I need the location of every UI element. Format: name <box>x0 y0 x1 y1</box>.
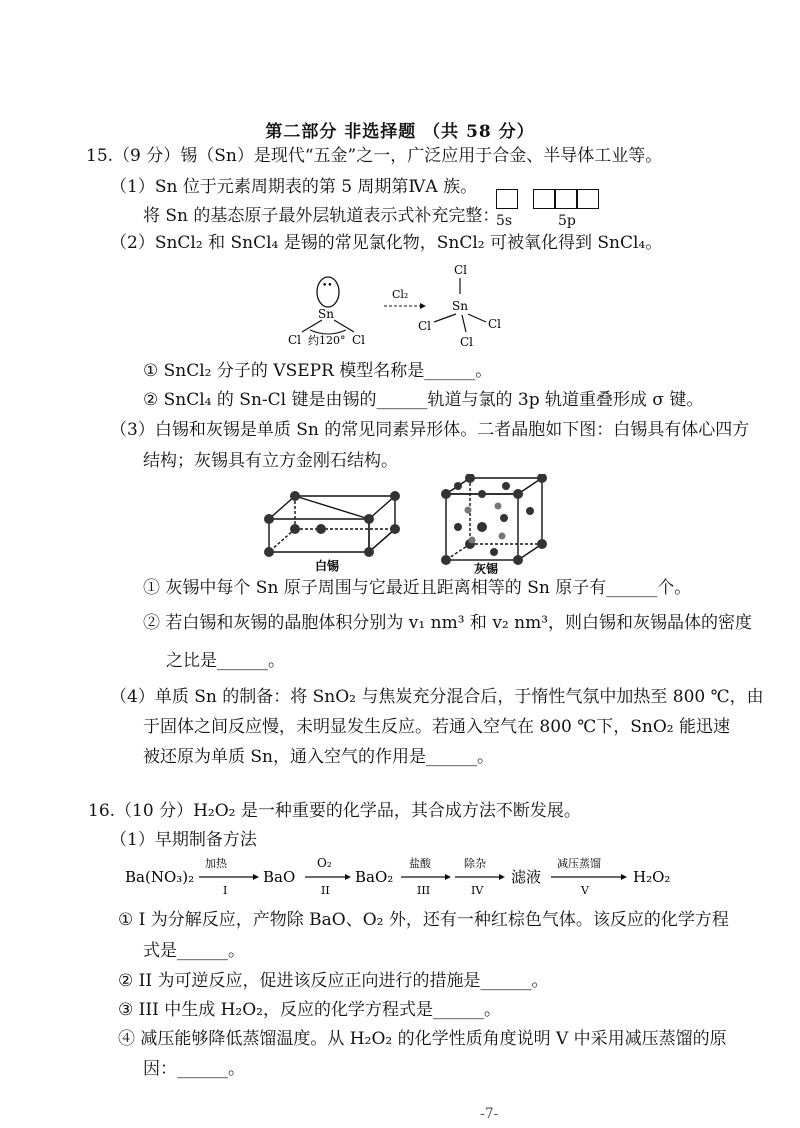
grey-tin-cell-figure <box>438 474 558 574</box>
q15-part3-b: 结构；灰锡具有立方金刚石结构。 <box>143 451 398 471</box>
q15-part1-b: 将 Sn 的基态原子最外层轨道表示式补充完整： <box>143 206 500 226</box>
grey-tin-label: 灰锡 <box>474 562 499 574</box>
orbital-box-5s <box>496 189 518 209</box>
arrow5-bottom: V <box>581 884 589 897</box>
q15-part3-item2-b: 之比是______。 <box>166 651 285 671</box>
q16-stem: 16.（10 分）H₂O₂ 是一种重要的化学品，其合成方法不断发展。 <box>88 801 581 821</box>
q15-part2-item2: ② SnCl₄ 的 Sn-Cl 键是由锡的______轨道与氯的 3p 轨道重叠形成 σ 键。 <box>143 390 704 410</box>
orbital-box-5p-3 <box>577 189 599 209</box>
arrow2-top: O₂ <box>317 856 332 870</box>
sncl4-cl-left: Cl <box>418 319 432 333</box>
page-number: -7- <box>480 1106 499 1122</box>
sncl4-cl-top: Cl <box>454 263 468 277</box>
section-title: 第二部分 非选择题 （共 58 分） <box>265 122 535 142</box>
sncl2-cl-right: Cl <box>352 333 366 347</box>
scheme-bao: BaO <box>263 868 296 886</box>
white-tin-cell-figure <box>255 484 405 574</box>
q16-item2: ② II 为可逆反应，促进该反应正向进行的措施是______。 <box>118 971 549 991</box>
white-tin-label: 白锡 <box>315 559 340 573</box>
arrow-reagent-cl2: Cl₂ <box>392 288 409 301</box>
sncl2-sn-label: Sn <box>318 307 334 321</box>
q16-part1: （1）早期制备方法 <box>110 830 257 850</box>
orbital-label-5s: 5s <box>496 213 513 229</box>
orbital-box-5p-1 <box>533 189 555 209</box>
q15-part4-c: 被还原为单质 Sn，通入空气的作用是______。 <box>143 747 494 767</box>
lone-pair-dots: •• <box>322 281 333 291</box>
q16-item1-b: 式是______。 <box>143 941 245 961</box>
q15-part3-item1: ① 灰锡中每个 Sn 原子周围与它最近且距离相等的 Sn 原子有______个。 <box>143 578 692 598</box>
arrow5-top: 减压蒸馏 <box>557 857 601 870</box>
arrow3-top: 盐酸 <box>409 857 431 870</box>
q16-item4-b: 因：______。 <box>143 1059 245 1079</box>
q15-part3-item2: ② 若白锡和灰锡的晶胞体积分别为 v₁ nm³ 和 v₂ nm³，则白锡和灰锡晶体的密度 <box>143 613 753 633</box>
angle-label: 约120° <box>308 334 346 347</box>
arrow4-top: 除杂 <box>464 857 486 870</box>
q15-part2-item1: ① SnCl₂ 分子的 VSEPR 模型名称是______。 <box>143 361 493 381</box>
q16-item3: ③ III 中生成 H₂O₂，反应的化学方程式是______。 <box>118 1000 501 1020</box>
sncl4-sn-label: Sn <box>452 299 468 313</box>
scheme-bao2: BaO₂ <box>355 868 394 886</box>
sncl2-cl-left: Cl <box>288 333 302 347</box>
orbital-box-5p-2 <box>555 189 577 209</box>
sncl-reaction-figure <box>280 258 540 350</box>
q15-part4-b: 于固体之间反应慢，未明显发生反应。若通入空气在 800 ℃下，SnO₂ 能迅速 <box>143 717 731 737</box>
scheme-h2o2: H₂O₂ <box>633 868 671 886</box>
sncl4-cl-right: Cl <box>488 317 502 331</box>
arrow1-bottom: I <box>223 884 228 897</box>
q15-stem: 15.（9 分）锡（Sn）是现代“五金”之一，广泛应用于合金、半导体工业等。 <box>86 146 663 166</box>
q15-part2: （2）SnCl₂ 和 SnCl₄ 是锡的常见氯化物，SnCl₂ 可被氧化得到 SnCl₄。 <box>110 233 663 253</box>
orbital-label-5p: 5p <box>558 213 576 229</box>
q16-item1-a: ① I 为分解反应，产物除 BaO、O₂ 外，还有一种红棕色气体。该反应的化学方程 <box>118 910 729 930</box>
h2o2-scheme <box>125 852 685 898</box>
arrow1-top: 加热 <box>205 857 227 870</box>
arrow3-bottom: III <box>417 884 431 897</box>
q15-part4-a: （4）单质 Sn 的制备：将 SnO₂ 与焦炭充分混合后，于惰性气氛中加热至 800 ℃，由 <box>110 687 764 707</box>
q15-part1-a: （1）Sn 位于元素周期表的第 5 周期第ⅣA 族。 <box>110 177 478 197</box>
q16-item4-a: ④ 减压能够降低蒸馏温度。从 H₂O₂ 的化学性质角度说明 V 中采用减压蒸馏的原 <box>118 1029 727 1049</box>
scheme-ba-nitrate: Ba(NO₃)₂ <box>125 868 195 886</box>
arrow2-bottom: II <box>321 884 330 897</box>
arrow4-bottom: IV <box>471 884 484 897</box>
q15-part3-a: （3）白锡和灰锡是单质 Sn 的常见同素异形体。二者晶胞如下图：白锡具有体心四方 <box>110 420 750 440</box>
sncl4-cl-bottom: Cl <box>460 335 474 349</box>
scheme-filtrate: 滤液 <box>511 868 542 886</box>
